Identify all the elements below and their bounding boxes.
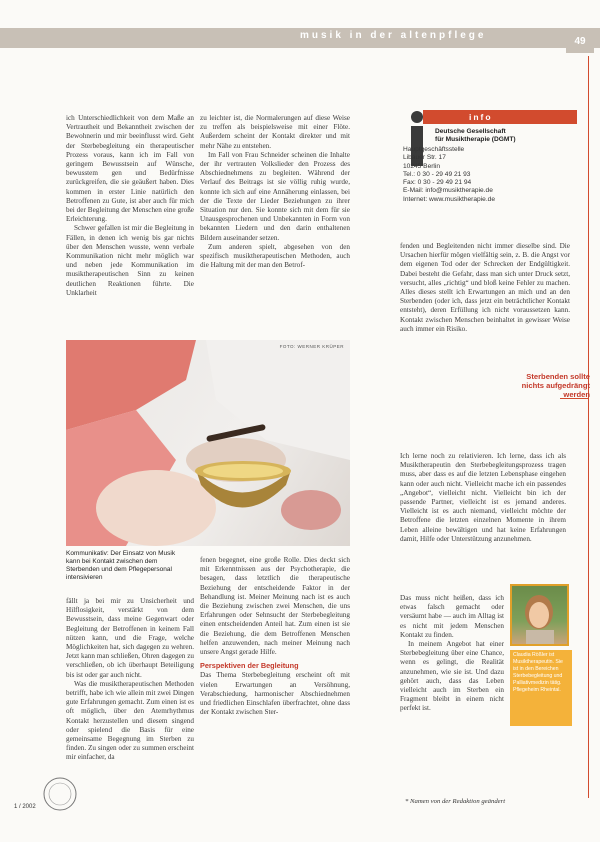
section-title: musik in der altenpflege xyxy=(300,30,487,41)
right-column-lower xyxy=(400,452,566,544)
paragraph: fällt ja bei mir zu Unsicherheit und Hilflosigkeit, verstärkt von dem Bewusstsein, dass meine Gegenwart oder Begleitung der Betroffenen in keinem Fall nützen kann, und die Frage, welche Möglichkeiten hat, sich dagegen zu wehren. Jetzt kann man schließen, Ohren dagegen zu verschließen, ob ich überhaupt Beteiligung bis ist oder gar auch nicht. xyxy=(66,597,194,679)
pull-quote: Sterbenden sollte nichts aufgedrängt werden xyxy=(521,372,590,399)
left-column-bottom xyxy=(66,597,194,763)
info-organization: Deutsche Gesellschaft für Musiktherapie (DGMT) xyxy=(435,128,516,144)
photo-caption: Kommunikativ: Der Einsatz von Musik kann bei Kontakt zwischen dem Sterbenden und dem Pflegepersonal intensivieren xyxy=(66,550,176,582)
section-subheading: Perspektiven der Begleitung xyxy=(200,661,299,671)
photo-singing-bowl xyxy=(66,340,350,546)
paragraph: Das muss nicht heißen, dass ich etwas falsch gemacht oder versäumt habe — auch im Alltag ist es nicht mit jedem Menschen Kontakt zu finden. xyxy=(400,594,504,639)
info-box xyxy=(403,110,577,235)
paragraph: fenen begegnet, eine große Rolle. Dies deckt sich mit Erkenntnissen aus der Psychotherapie, die besagen, dass letztlich die therapeutische Beziehung der entscheidende Faktor in der Behandlung ist. Meiner Meinung nach ist es auch die Beziehung zwischen zwei Menschen, die uns Erfahrungen oder Sehnsucht der Sterbebegleitung einen entscheidenden Anteil hat. Zum einen ist sie die Beziehung, die dem Betroffenen Menschen helfen anzuwenden, nach meiner Meinung nach unsere Angst gerade Hilfe. xyxy=(200,556,350,657)
left-column-top xyxy=(66,114,194,298)
photo-credit: FOTO: WERNER KRÜPER xyxy=(279,344,344,349)
author-photo xyxy=(510,584,569,646)
author-portrait xyxy=(512,586,567,644)
page-number: 49 xyxy=(566,31,594,53)
right-column xyxy=(400,242,570,334)
mid-column-bottom xyxy=(200,556,350,717)
photo-illustration xyxy=(66,340,350,546)
altenpflege-stamp xyxy=(40,774,80,814)
paragraph: Im Fall von Frau Schneider scheinen die Inhalte der ihr vertrauten Volkslieder den Prozess des Abschiednehmens zu begleiten. Während der Verlauf des Beitrags ist sie völlig ruhig wurde, konnte ich sich auf eine Annäherung einlassen, bei der die Texte der Lieder Beziehungen zu ihrer Situation nur den. Sie konnte sich mit dem für sie Unausgesprochenen und Unbekannten in Form von bekannten Liedern und den darin enthaltenen Bildern auseinander setzen. xyxy=(200,150,350,242)
paragraph: fenden und Begleitenden nicht immer dieselbe sind. Die Ursachen hierfür mögen vielfältig sein, z. B. die Angst vor dem eigenen Tod oder der Schrecken der Endgültigkeit. Dabei besteht die Gefahr, dass man sich unter Druck setzt, versucht, alles „richtig“ und bloß keine Fehler zu machen. Alles dieses stellt ich Erwartungen an mich und an den Sterbenden (oder ich, dass jetzt ein beträchtlicher Kontakt entsteht), deren Erfüllung ich nicht voraussetzen kann. Kontakt zwischen Menschen beinhaltet in gewisser Weise auch immer ein Risiko. xyxy=(400,242,570,333)
author-caption: Claudia Rößler ist Musiktherapeutin. Sie ist in den Bereichen Sterbebegleitung und Palliativmedizin tätig. Pflegeheim Rheintal. xyxy=(510,650,572,726)
paragraph: zu leichter ist, die Normalerungen auf diese Weise zu treffen als beispielsweise mit einer Flöte. Außerdem scheint der Kontakt direkter und mit mehr Nähe zu entstehen. xyxy=(200,114,350,150)
info-label: info xyxy=(423,110,577,124)
right-column-narrow xyxy=(400,594,504,714)
footnote: * Namen von der Redaktion geändert xyxy=(405,798,506,805)
paragraph: Was die musiktherapeutischen Methoden betrifft, habe ich wie allein mit zwei Dingen gute Erfahrungen gemacht. Zum einen ist es oft möglich, über den Atemrhythmus Kontakt herzustellen und diesem singend oder spielend die Basis für eine gemeinsame Begegnung im Sterben zu finden. Zu singen oder zu summen erscheint mir einfacher, da xyxy=(66,679,194,762)
paragraph: Zum anderen spielt, abgesehen von den spezifisch musiktherapeutischen Methoden, auch die Haltung mit der man den Betrof- xyxy=(200,242,350,270)
paragraph: Schwer gefallen ist mir die Begleitung in Fällen, in denen ich wenig bis gar nichts über den Menschen wusste, wenn verbale Kommunikation nicht mehr möglich war und neben jede Kommunikation im musiktherapeutischen Sinn zu keinen deutlichen Reaktionen führte. Die Unklarheit xyxy=(66,224,194,297)
paragraph: ich Unterschiedlichkeit von dem Maße an Vertrautheit und Bekanntheit zwischen der Bewohnerin und mir beeinflusst wird. Geht der Sterbebegleitung ein therapeutischer Prozess voraus, kann ich im Fall von geringem Bewusstsein auf Wünsche, bewusstem gen und Bedürfnisse zurückgreifen, die sie geäußert haben. Dies kommen in erster Linie natürlich den Betroffenen zu Gute, ist aber auch für mich bei der Begleitung der Menschen eine große Erleichterung. xyxy=(66,114,194,224)
issue-label: 1 / 2002 xyxy=(14,804,36,810)
paragraph: In meinem Angebot hat einer Sterbebegleitung über eine Chance, wenn es gelingt, die Realität anzunehmen, wie sie ist. Und dazu gehört auch, dass das Leben vielleicht auch im Sterben ein Fragment bleibt in einem nicht perfekt ist. xyxy=(400,640,504,713)
paragraph: Das Thema Sterbebegleitung erscheint oft mit vielen Erwartungen an Versöhnung, Verabschiedung, harmonischer Abschiednehmen und friedlichen Einschlafen überfrachtet, ohne dass der Kontakt zwischen Ster- xyxy=(200,671,350,717)
accent-rule xyxy=(588,56,589,798)
paragraph: Ich lerne noch zu relativieren. Ich lerne, dass ich als Musiktherapeutin den Sterbebegleitungsprozess tragen muss, aber dass es auf die letzten Lebensphase eingehen kann oder auch nicht. Vielleicht mache ich ein passendes „Angebot“, vielleicht nicht. Vielleicht bin ich der passende Partner, vielleicht ist es jemand anderes. Vielleicht ist es auch niemand, vielleicht möchte der Betroffene die letzten einzelnen Momente in ihrem Leben alleine bewältigen und hat keine Erfahrungen damit, Hilfe oder Unterstützung anzunehmen. xyxy=(400,452,566,543)
info-address: Hauptgeschäftsstelle Libauer Str. 17 10245 Berlin Tel.: 0 30 - 29 49 21 93 Fax: 0 30 - 29 49 21 94 E-Mail: info@musiktherapie.de Internet: www.musiktherapie.de xyxy=(403,146,495,203)
mid-column-top xyxy=(200,114,350,270)
